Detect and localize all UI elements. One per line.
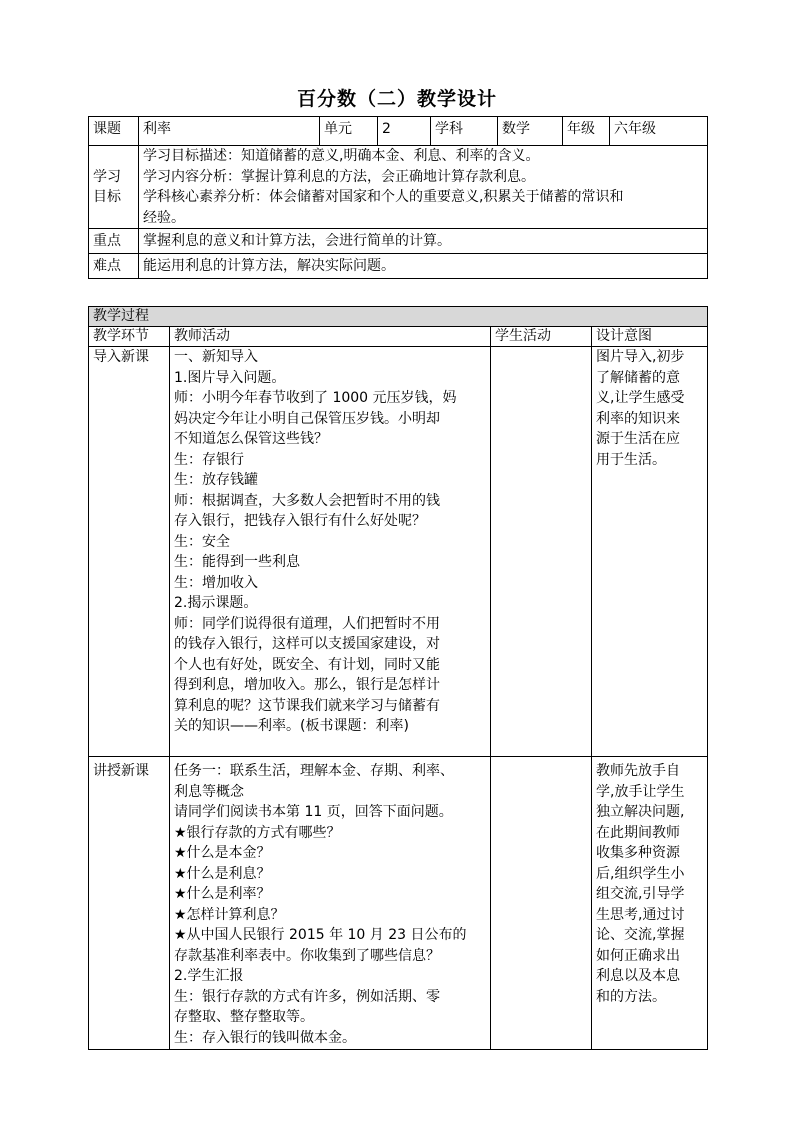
intent-line: 后,组织学生小 <box>596 865 685 882</box>
teacher-line: 生：银行存款的方式有许多，例如活期、零 <box>174 988 440 1005</box>
intent-line: 收集多种资源 <box>596 845 680 861</box>
label-xueke: 学科 <box>431 117 498 146</box>
info-row-goals <box>89 146 708 229</box>
goal-line: 经验。 <box>143 209 185 226</box>
teacher-line: 生：存入银行的钱叫做本金。 <box>174 1029 356 1046</box>
teacher-line: 妈决定今年让小明自己保管压岁钱。小明却 <box>174 410 440 427</box>
label-zhongdian: 重点 <box>89 229 139 254</box>
stage-cell: 讲授新课 <box>89 757 170 1050</box>
label-mubiao-line-1: 学习 <box>93 168 121 185</box>
col-student-header: 学生活动 <box>491 327 592 347</box>
design-intent-cell <box>592 757 708 1050</box>
process-table <box>88 306 708 1050</box>
intent-line: 生思考,通过讨 <box>596 906 685 923</box>
value-ketai: 利率 <box>139 117 320 146</box>
teacher-line: ★银行存款的方式有哪些？ <box>174 824 341 841</box>
goal-line: 学习目标描述：知道储蓄的意义,明确本金、利息、利率的含义。 <box>143 148 540 164</box>
label-danyuan: 单元 <box>320 117 378 146</box>
teacher-line: 利息等概念 <box>174 783 244 800</box>
intent-line: 图片导入,初步 <box>596 349 685 365</box>
process-row-new-lesson <box>89 757 708 1050</box>
intent-line: 论、交流,掌握 <box>596 927 685 943</box>
value-mubiao <box>139 146 708 229</box>
teacher-line: 师：同学们说得很有道理，人们把暂时不用 <box>174 615 440 632</box>
intent-line: 学,放手让学生 <box>596 783 685 800</box>
teacher-line: 存款基准利率表中。你收集到了哪些信息？ <box>174 947 440 964</box>
label-mubiao-line-2: 目标 <box>93 189 121 205</box>
intent-line: 利率的知识来 <box>596 410 680 427</box>
info-row-difficulty <box>89 254 708 279</box>
student-activity-cell <box>491 347 592 757</box>
teacher-line: 算利息的呢？这节课我们就来学习与储蓄有 <box>174 697 440 714</box>
col-stage-header: 教学环节 <box>89 327 170 347</box>
teacher-activity-cell <box>170 347 491 757</box>
teacher-line: 不知道怎么保管这些钱？ <box>174 431 328 447</box>
teacher-line: 生：能得到一些利息 <box>174 554 300 570</box>
intent-line: 组交流,引导学 <box>596 886 685 902</box>
value-xueke: 数学 <box>498 117 563 146</box>
value-nandian: 能运用利息的计算方法，解决实际问题。 <box>139 254 708 279</box>
intent-line: 在此期间教师 <box>596 824 680 841</box>
intent-line: 如何正确求出 <box>596 947 680 964</box>
intent-line: 了解储蓄的意 <box>596 369 680 386</box>
teacher-line: 关的知识——利率。(板书课题：利率) <box>174 718 409 734</box>
process-header: 教学过程 <box>89 307 708 327</box>
document-title: 百分数（二）教学设计 <box>296 88 497 110</box>
teacher-line: 的钱存入银行，这样可以支援国家建设，对 <box>174 636 440 652</box>
teacher-line: ★什么是利息？ <box>174 865 271 882</box>
intent-line: 义,让学生感受 <box>596 390 685 406</box>
label-nandian: 难点 <box>89 254 139 279</box>
info-row-key-point <box>89 229 708 254</box>
teacher-line: ★什么是利率？ <box>174 886 271 902</box>
col-intent-header: 设计意图 <box>592 327 708 347</box>
goal-line: 学习内容分析：掌握计算利息的方法，会正确地计算存款利息。 <box>143 168 535 185</box>
teacher-line: 任务一：联系生活，理解本金、存期、利率、 <box>174 763 454 779</box>
intent-line: 用于生活。 <box>596 451 666 468</box>
teacher-line: 存入银行，把钱存入银行有什么好处呢？ <box>174 513 426 529</box>
teacher-line: 存整取、整存整取等。 <box>174 1009 314 1025</box>
teacher-line: 生：增加收入 <box>174 574 258 591</box>
teacher-line: 生：存银行 <box>174 451 244 468</box>
teacher-line: 生：放存钱罐 <box>174 472 258 488</box>
intent-line: 教师先放手自 <box>596 763 680 779</box>
label-mubiao <box>89 146 139 229</box>
teacher-line: ★什么是本金？ <box>174 845 271 861</box>
teacher-line: 请同学们阅读书本第 11 页，回答下面问题。 <box>174 804 453 820</box>
value-zhongdian: 掌握利息的意义和计算方法，会进行简单的计算。 <box>139 229 708 254</box>
col-teacher-header: 教师活动 <box>170 327 491 347</box>
teacher-line: 1.图片导入问题。 <box>174 369 286 386</box>
intent-line: 和的方法。 <box>596 988 666 1005</box>
teacher-line: 生：安全 <box>174 533 230 550</box>
teacher-line: ★从中国人民银行 2015 年 10 月 23 日公布的 <box>174 927 467 943</box>
label-ketai: 课题 <box>89 117 139 146</box>
process-header-row <box>89 307 708 327</box>
goal-line: 学科核心素养分析：体会储蓄对国家和个人的重要意义,积累关于储蓄的常识和 <box>143 189 624 205</box>
design-intent-cell <box>592 347 708 757</box>
teacher-line: 得到利息，增加收入。那么，银行是怎样计 <box>174 677 440 693</box>
teacher-line: 个人也有好处，既安全、有计划，同时又能 <box>174 656 440 673</box>
process-column-headers <box>89 327 708 347</box>
teacher-line: 一、新知导入 <box>174 349 258 365</box>
teacher-line: 师：小明今年春节收到了 1000 元压岁钱，妈 <box>174 390 457 406</box>
label-nianji: 年级 <box>563 117 610 146</box>
info-table <box>88 116 708 279</box>
value-nianji: 六年级 <box>610 117 708 146</box>
teacher-activity-cell <box>170 757 491 1050</box>
intent-line: 利息以及本息 <box>596 968 680 984</box>
teacher-line: 师：根据调查，大多数人会把暂时不用的钱 <box>174 492 440 509</box>
teacher-line: 2.学生汇报 <box>174 968 244 984</box>
student-activity-cell <box>491 757 592 1050</box>
intent-line: 源于生活在应 <box>596 431 680 447</box>
teacher-line: 2.揭示课题。 <box>174 595 258 611</box>
stage-cell: 导入新课 <box>89 347 170 757</box>
teacher-line: ★怎样计算利息？ <box>174 906 285 923</box>
process-row-intro <box>89 347 708 757</box>
info-row-course <box>89 117 708 146</box>
value-danyuan: 2 <box>378 117 431 146</box>
intent-line: 独立解决问题, <box>596 804 685 820</box>
